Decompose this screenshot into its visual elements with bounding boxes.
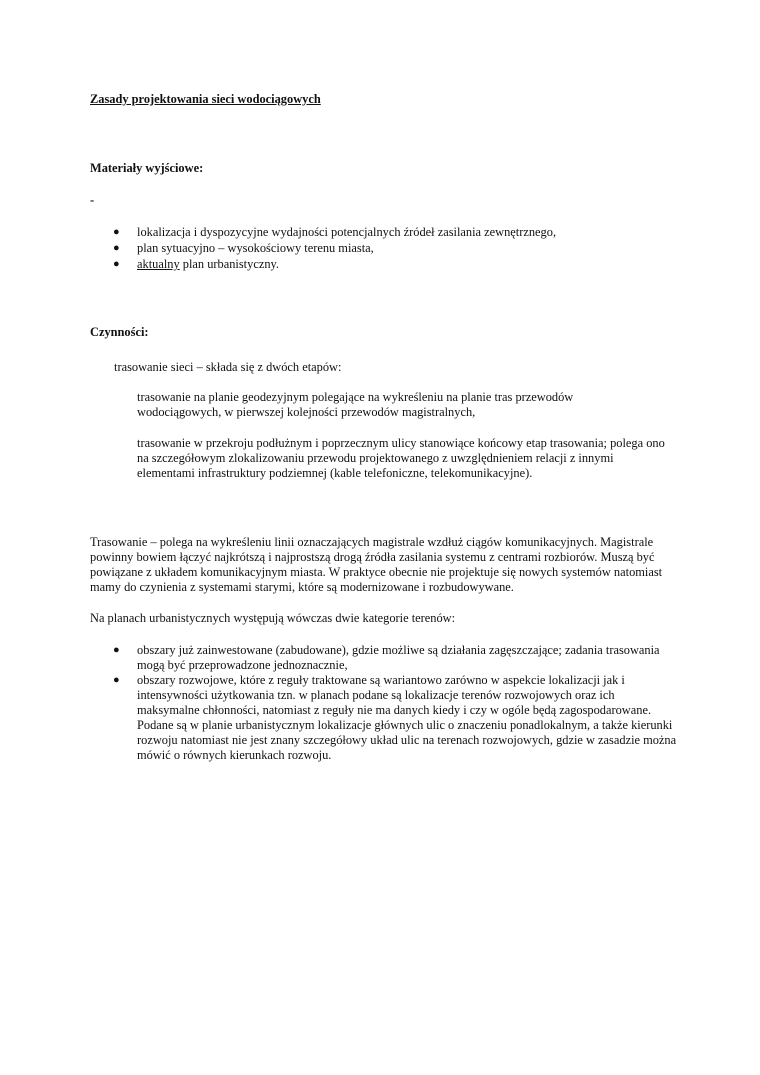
list-item-text: plan sytuacyjno – wysokościowy terenu miasta, xyxy=(137,241,374,255)
list-item-text: plan urbanistyczny. xyxy=(179,257,279,271)
body-paragraph: Trasowanie – polega na wykreśleniu linii oznaczających magistrale wzdłuż ciągów komunikacyjnych. Magistrale powinny bowiem łączyć najkrótszą i najprostszą drogą źródła zasilania systemu z centrami rozbiorów. Muszą być powiązane z układem komunikacyjnym miasta. W praktyce obecnie nie projektuje się nowych systemów natomiast mamy do czynienia z systemami starymi, które są modernizowane i rozbudowywane. xyxy=(90,535,663,594)
bullet-icon: ● xyxy=(113,674,120,686)
step-paragraph: trasowanie na planie geodezyjnym polegające na wykreśleniu na planie tras przewodów wodociągowych, w pierwszej kolejności przewodów magistralnych, xyxy=(137,390,574,419)
list-item xyxy=(113,225,557,240)
step-intro: trasowanie sieci – składa się z dwóch etapów: xyxy=(114,360,342,374)
bullet-icon: ● xyxy=(113,242,120,254)
document-title: Zasady projektowania sieci wodociągowych xyxy=(90,92,321,106)
list-item xyxy=(113,241,556,256)
actions-heading: Czynności: xyxy=(90,325,149,339)
list-item xyxy=(113,257,556,272)
list-item xyxy=(113,643,677,673)
list-item-text: obszary już zainwestowane (zabudowane), gdzie możliwe są działania zagęszczające; zadania trasowania mogą być przeprowadzone jednoznacznie, xyxy=(137,643,660,672)
materials-list xyxy=(113,225,557,273)
materials-heading: Materiały wyjściowe: xyxy=(90,161,204,175)
list-item-text: obszary rozwojowe, które z reguły traktowane są wariantowo zarówno w aspekcie lokalizacji jak i intensywności użytkowania tzn. w planach podane są lokalizacje terenów rozwojowych oraz ich maksymalne chłonności, natomiast z reguły nie ma danych kiedy i czy w ogóle będą zagospodarowane. Podane są w planie urbanistycznym lokalizacje głównych ulic o znaczeniu ponadlokalnym, a także kierunki rozwoju natomiast nie jest znany szczegółowy układ ulic na terenach rozwojowych, gdzie w zasadzie można mówić o równych kierunkach rozwoju. xyxy=(137,673,677,762)
bullet-icon: ● xyxy=(113,258,120,270)
bullet-icon: ● xyxy=(113,644,120,656)
bullet-icon: ● xyxy=(113,226,120,238)
terrain-list xyxy=(113,643,677,763)
underlined-word: aktualny xyxy=(137,257,180,271)
dash-marker: - xyxy=(90,193,95,207)
list-item-text: lokalizacja i dyspozycyjne wydajności potencjalnych źródeł zasilania zewnętrznego, xyxy=(137,225,557,239)
step-paragraph: trasowanie w przekroju podłużnym i poprzecznym ulicy stanowiące końcowy etap trasowania; polega ono na szczegółowym zlokalizowaniu przewodu projektowanego z uwzględnieniem relacji z innymi elementami infrastruktury podziemnej (kable telefoniczne, telekomunikacyjne). xyxy=(137,436,665,480)
list-item xyxy=(113,673,677,763)
body-paragraph: Na planach urbanistycznych występują wówczas dwie kategorie terenów: xyxy=(90,611,456,625)
